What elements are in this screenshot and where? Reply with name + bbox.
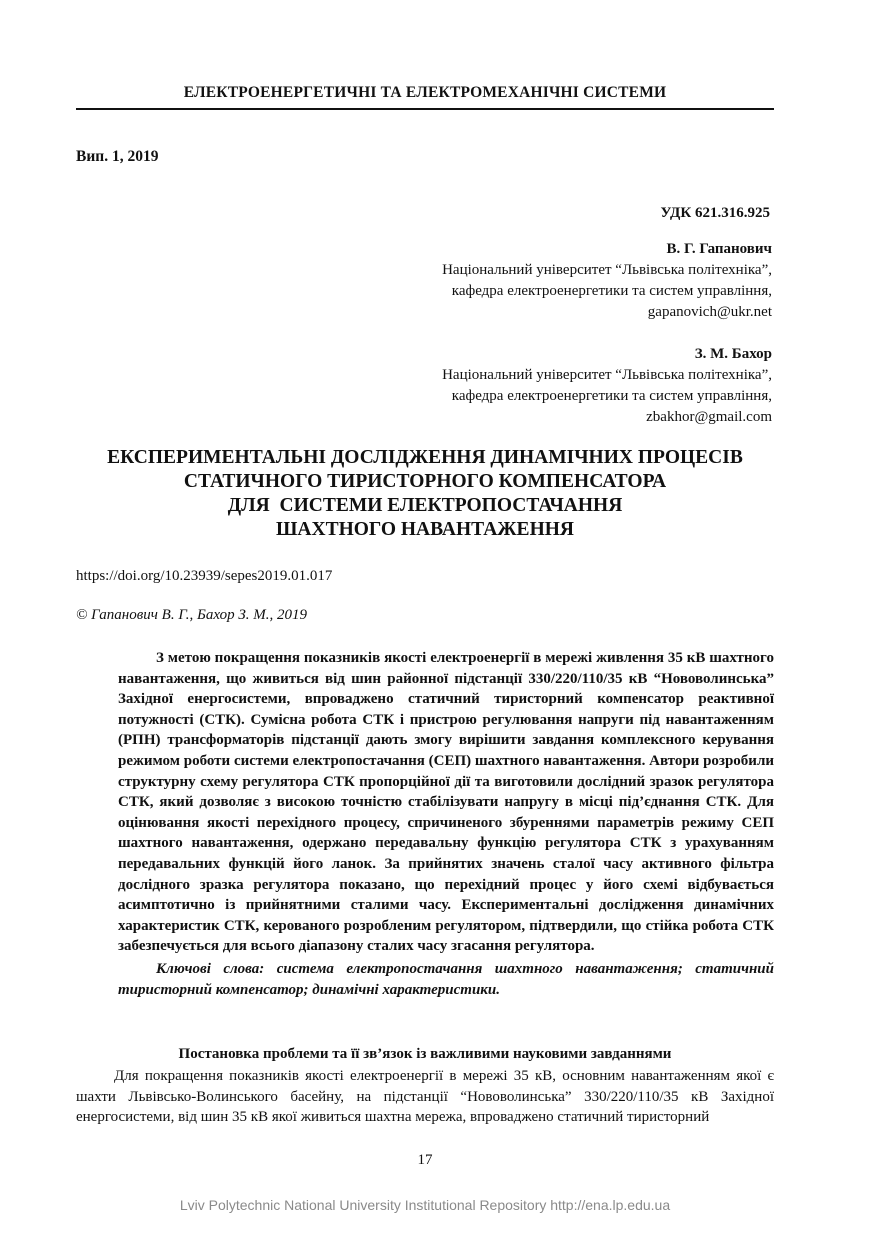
body-paragraph: Для покращення показників якості електроенергії в мережі 35 кВ, основним навантаженням якої є шахти Львівсько-Волинського басейну, на підстанції “Нововолинська” 330/220/110/35 кВ Західної енергосистеми, від шин 35 кВ якої живиться шахтна мережа, впроваджено статичний тиристорний xyxy=(76,1068,774,1125)
author-email[interactable]: zbakhor@gmail.com xyxy=(646,409,772,425)
journal-title: ЕЛЕКТРОЕНЕРГЕТИЧНІ ТА ЕЛЕКТРОМЕХАНІЧНІ СИСТЕМИ xyxy=(183,84,667,101)
section-heading: Постановка проблеми та її зв’язок із важливими науковими завданнями xyxy=(178,1046,672,1062)
author-department: кафедра електроенергетики та систем управління, xyxy=(451,283,772,299)
paper-title-line: ШАХТНОГО НАВАНТАЖЕННЯ xyxy=(276,519,574,540)
author-affiliation: Національний університет “Львівська політехніка”, xyxy=(442,367,772,383)
abstract-text: З метою покращення показників якості електроенергії в мережі живлення 35 кВ шахтного навантаження, що живиться від шин районної підстанції 330/220/110/35 кВ “Нововолинська” Західної енергосистеми, впроваджено статичний тиристорний компенсатор реактивної потужності (СТК). Сумісна робота СТК і пристрою регулювання напруги під навантаженням (РПН) трансформаторів підстанції дають змогу вирішити завдання комплексного керування режимом роботи системи електропостачання (СЕП) шахтного навантаження. Автори розробили структурну схему регулятора СТК пропорційної дії та виготовили дослідний зразок регулятора СТК, який дозволяє з високою точністю стабілізувати напругу в місці під’єднання СТК. Для оцінювання якості перехідного процесу, спричиненого збуреннями параметрів режиму СЕП шахтного навантаження, одержано передавальну функцію регулятора СТК з урахуванням передавальних функцій його ланок. За прийнятих значень сталої часу активного фільтра дослідного зразка регулятора показано, що перехідний процес у його схемі відбувається асимптотично із прийнятними сталими часу. Експериментальні дослідження динамічних характеристик СТК, керованого розробленим регулятором, підтвердили, що стійка робота СТК забезпечується для всього діапазону сталих часу згасання регулятора. xyxy=(118,650,774,955)
paper-title xyxy=(76,446,774,542)
author-name: В. Г. Гапанович xyxy=(666,241,772,257)
udk-code: УДК 621.316.925 xyxy=(660,205,770,221)
body-text xyxy=(76,1066,774,1128)
paper-title-line: ДЛЯ СИСТЕМИ ЕЛЕКТРОПОСТАЧАННЯ xyxy=(227,495,623,516)
paper-title-line: ЕКСПЕРИМЕНТАЛЬНІ ДОСЛІДЖЕННЯ ДИНАМІЧНИХ ПРОЦЕСІВ xyxy=(107,447,743,468)
issue-label: Вип. 1, 2019 xyxy=(76,148,159,165)
repository-footer: Lviv Polytechnic National University Institutional Repository http://ena.lp.edu.ua xyxy=(179,1197,671,1213)
author-name: З. М. Бахор xyxy=(694,346,772,362)
keywords: Ключові слова: система електропостачання шахтного навантаження; статичний тиристорний компенсатор; динамічні характеристики. xyxy=(118,960,774,998)
page-number: 17 xyxy=(417,1152,433,1168)
author-block xyxy=(212,344,772,428)
abstract xyxy=(118,648,774,1000)
author-affiliation: Національний університет “Львівська політехніка”, xyxy=(442,262,772,278)
author-department: кафедра електроенергетики та систем управління, xyxy=(451,388,772,404)
author-email[interactable]: gapanovich@ukr.net xyxy=(647,304,772,320)
copyright-notice: © Гапанович В. Г., Бахор З. М., 2019 xyxy=(76,607,308,623)
paper-title-line: СТАТИЧНОГО ТИРИСТОРНОГО КОМПЕНСАТОРА xyxy=(183,471,667,492)
header-divider xyxy=(76,108,774,110)
author-block xyxy=(212,239,772,323)
doi-link[interactable]: https://doi.org/10.23939/sepes2019.01.017 xyxy=(76,568,333,584)
